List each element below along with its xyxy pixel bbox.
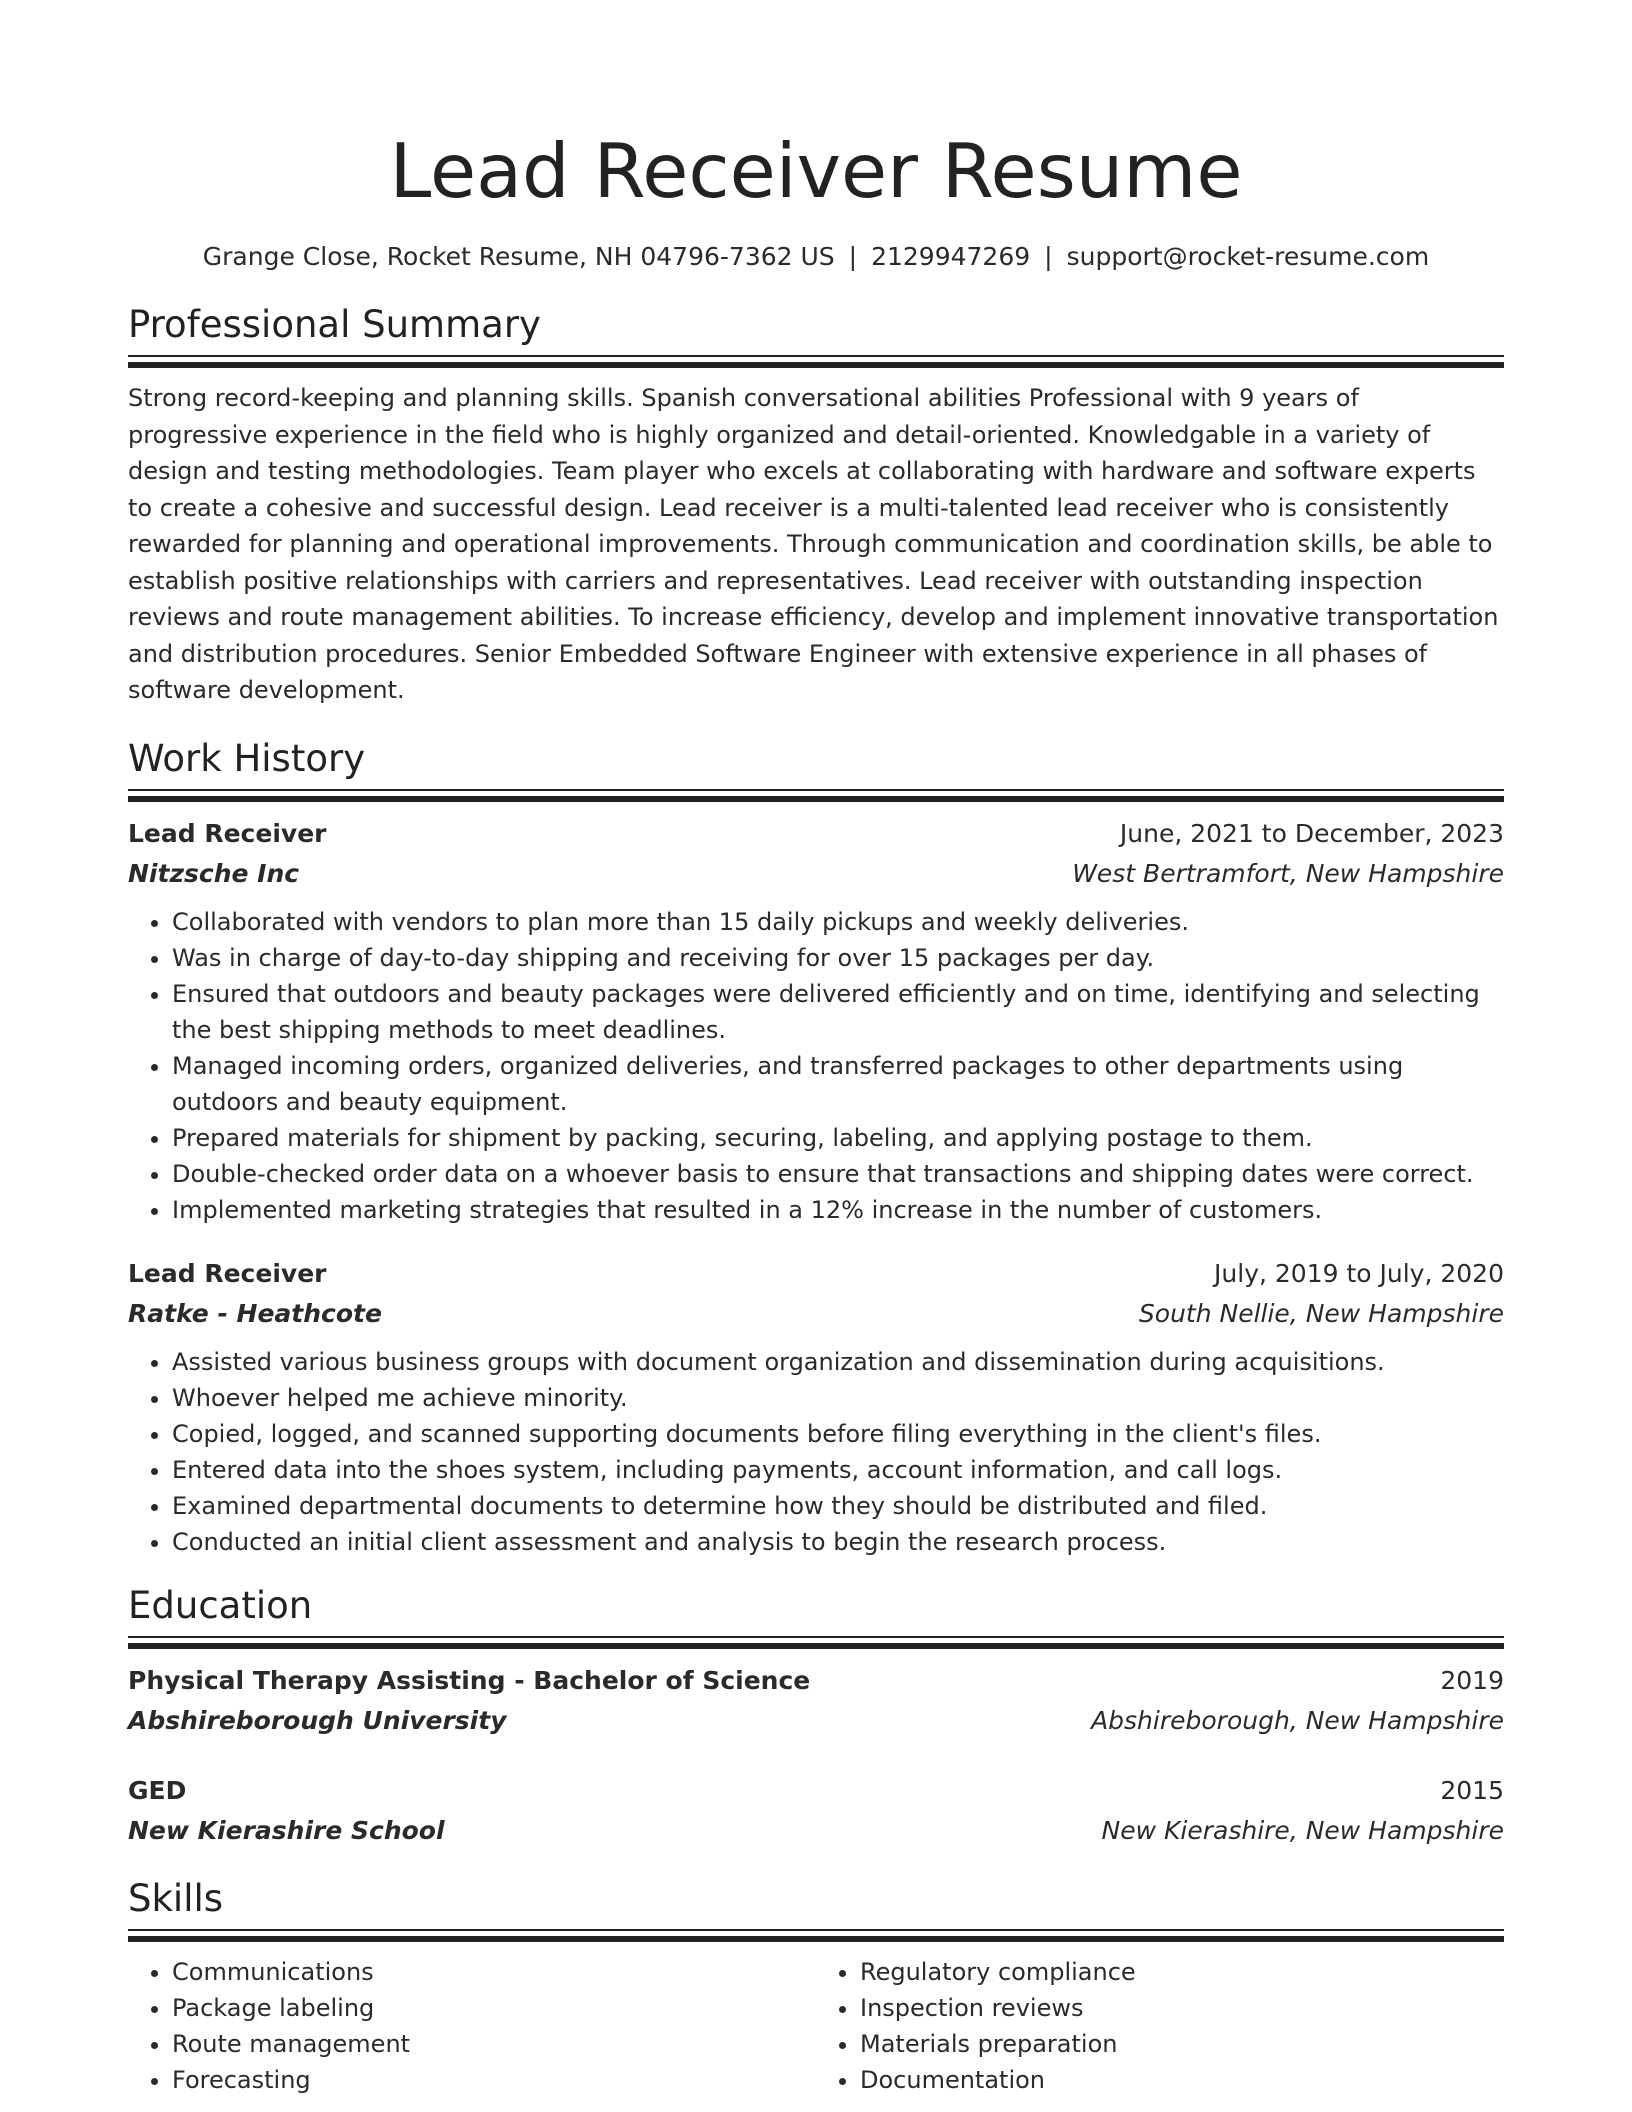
contact-separator: | <box>1044 242 1053 271</box>
job-company: Ratke - Heathcote <box>128 1298 382 1328</box>
job-bullet: • Whoever helped me achieve minority. <box>172 1380 1504 1416</box>
work-section <box>128 735 1504 1560</box>
education-subheader <box>128 1811 1504 1851</box>
contact-address: Grange Close, Rocket Resume, NH 04796-7362 US <box>202 242 835 271</box>
section-heading-education: Education <box>128 1583 313 1627</box>
skill-item: • Materials preparation <box>860 2026 1504 2062</box>
job-subheader <box>128 854 1504 894</box>
job-header <box>128 1254 1504 1294</box>
job-company: Nitzsche Inc <box>128 858 300 888</box>
section-heading-work: Work History <box>128 736 366 780</box>
education-subheader <box>128 1701 1504 1741</box>
section-divider <box>128 355 1504 368</box>
skill-item: • Communications <box>172 1954 816 1990</box>
job-entry <box>128 814 1504 1228</box>
education-year: 2019 <box>1440 1665 1504 1695</box>
job-bullet: • Assisted various business groups with document organization and dissemination during acquisitions. <box>172 1344 1504 1380</box>
skills-list-left <box>128 1954 816 2098</box>
job-bullet: • Ensured that outdoors and beauty packages were delivered efficiently and on time, identifying and selecting the best shipping methods to meet deadlines. <box>172 976 1504 1048</box>
job-bullet: • Copied, logged, and scanned supporting documents before filing everything in the client's files. <box>172 1416 1504 1452</box>
education-location: Abshireborough, New Hampshire <box>1091 1705 1504 1735</box>
skills-list-right <box>816 1954 1504 2098</box>
contact-line <box>128 239 1504 275</box>
job-bullet: • Implemented marketing strategies that resulted in a 12% increase in the number of customers. <box>172 1192 1504 1228</box>
education-year: 2015 <box>1440 1775 1504 1805</box>
summary-section <box>128 301 1504 709</box>
job-subheader <box>128 1294 1504 1334</box>
skills-section <box>128 1875 1504 2098</box>
job-bullet: • Prepared materials for shipment by packing, securing, labeling, and applying postage to them. <box>172 1120 1504 1156</box>
section-divider <box>128 789 1504 802</box>
skills-columns <box>128 1954 1504 2098</box>
education-degree: GED <box>128 1775 187 1805</box>
job-bullet: • Managed incoming orders, organized deliveries, and transferred packages to other departments using outdoors and beauty equipment. <box>172 1048 1504 1120</box>
job-bullets <box>128 904 1504 1228</box>
contact-separator: | <box>848 242 858 271</box>
job-entry <box>128 1254 1504 1560</box>
skill-item: • Forecasting <box>172 2062 816 2098</box>
summary-text: Strong record-keeping and planning skills. Spanish conversational abilities Professional with 9 years of progressive experience in the field who is highly organized and detail-oriented. Knowledgable in a variety of design and testing methodologies. Team player who excels at collaborating with hardware and software experts to create a cohesive and successful design. Lead receiver is a multi-talented lead receiver who is consistently rewarded for planning and operational improvements. Through communication and coordination skills, be able to establish positive relationships with carriers and representatives. Lead receiver with outstanding inspection reviews and route management abilities. To increase efficiency, develop and implement innovative transportation and distribution procedures. Senior Embedded Software Engineer with extensive experience in all phases of software development. <box>128 384 1499 704</box>
job-bullet: • Double-checked order data on a whoever basis to ensure that transactions and shipping dates were correct. <box>172 1156 1504 1192</box>
education-school: New Kierashire School <box>128 1815 445 1845</box>
job-title: Lead Receiver <box>128 1258 327 1288</box>
skill-item: • Route management <box>172 2026 816 2062</box>
education-degree: Physical Therapy Assisting - Bachelor of Science <box>128 1665 811 1695</box>
job-bullet: • Was in charge of day-to-day shipping and receiving for over 15 packages per day. <box>172 940 1504 976</box>
job-bullet: • Entered data into the shoes system, including payments, account information, and call logs. <box>172 1452 1504 1488</box>
section-divider <box>128 1929 1504 1942</box>
education-section <box>128 1582 1504 1851</box>
job-location: West Bertramfort, New Hampshire <box>1072 858 1504 888</box>
job-header <box>128 814 1504 854</box>
education-header <box>128 1771 1504 1811</box>
page-title: Lead Receiver Resume <box>389 127 1243 215</box>
section-divider <box>128 1636 1504 1649</box>
section-heading-skills: Skills <box>128 1876 224 1920</box>
job-location: South Nellie, New Hampshire <box>1138 1298 1504 1328</box>
education-entry <box>128 1661 1504 1741</box>
job-bullets <box>128 1344 1504 1560</box>
contact-email[interactable]: support@rocket-resume.com <box>1066 242 1430 271</box>
job-bullet: • Examined departmental documents to determine how they should be distributed and filed. <box>172 1488 1504 1524</box>
contact-phone: 2129947269 <box>871 242 1031 271</box>
job-bullet: • Collaborated with vendors to plan more than 15 daily pickups and weekly deliveries. <box>172 904 1504 940</box>
skill-item: • Regulatory compliance <box>860 1954 1504 1990</box>
education-entry <box>128 1771 1504 1851</box>
skill-item: • Package labeling <box>172 1990 816 2026</box>
education-header <box>128 1661 1504 1701</box>
education-location: New Kierashire, New Hampshire <box>1101 1815 1504 1845</box>
education-school: Abshireborough University <box>128 1705 507 1735</box>
job-bullet: • Conducted an initial client assessment and analysis to begin the research process. <box>172 1524 1504 1560</box>
job-dates: June, 2021 to December, 2023 <box>1119 818 1504 848</box>
job-dates: July, 2019 to July, 2020 <box>1214 1258 1504 1288</box>
skill-item: • Inspection reviews <box>860 1990 1504 2026</box>
skill-item: • Documentation <box>860 2062 1504 2098</box>
section-heading-summary: Professional Summary <box>128 303 541 346</box>
job-title: Lead Receiver <box>128 818 327 848</box>
